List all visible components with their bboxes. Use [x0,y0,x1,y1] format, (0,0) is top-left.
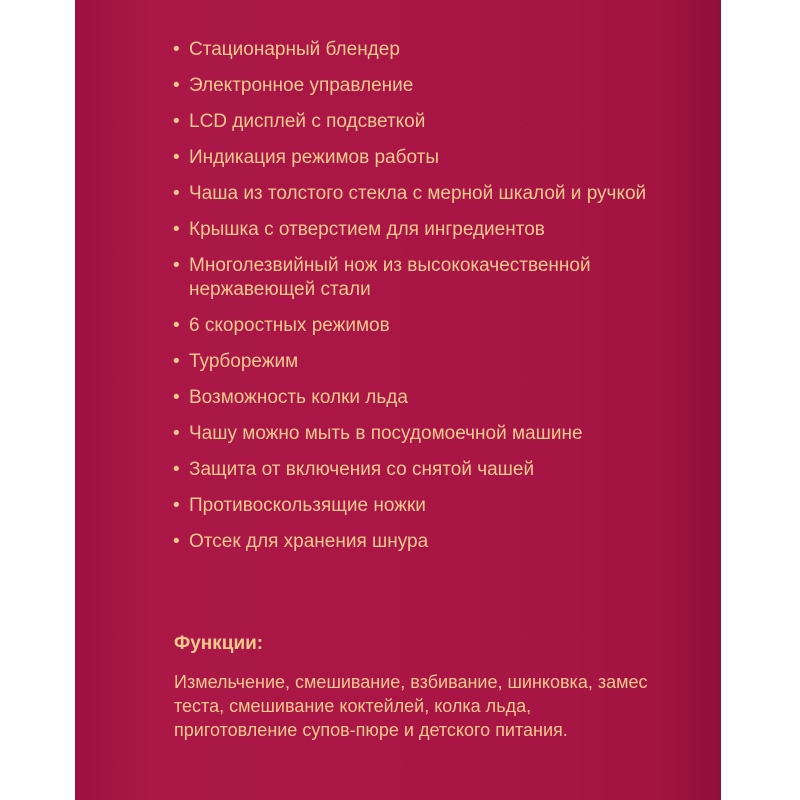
feature-text: Возможность колки льда [189,387,408,408]
feature-text: Чашу можно мыть в посудомоечной машине [189,423,583,444]
features-list [173,38,649,566]
bullet: • [173,315,180,336]
feature-text: Индикация режимов работы [189,147,439,168]
feature-text: Электронное управление [189,75,414,96]
feature-item [173,110,649,134]
bullet: • [173,495,180,516]
bullet: • [173,459,180,480]
feature-text: Противоскользящие ножки [189,495,426,516]
bullet: • [173,351,180,372]
feature-item [173,146,649,170]
feature-text: Многолезвийный нож из высококачественной нержавеющей стали [189,255,591,300]
feature-item [173,350,649,374]
bullet: • [173,75,180,96]
feature-item [173,38,649,62]
feature-text: Отсек для хранения шнура [189,531,429,552]
feature-text: Крышка с отверстием для ингредиентов [189,219,545,240]
feature-text: 6 скоростных режимов [189,315,390,336]
feature-item [173,218,649,242]
bullet: • [173,147,180,168]
bullet: • [173,39,180,60]
feature-item [173,386,649,410]
feature-text: Стационарный блендер [189,39,400,60]
feature-item [173,314,649,338]
bullet: • [173,423,180,444]
feature-item [173,254,649,302]
product-box-panel [75,0,721,800]
feature-text: LCD дисплей с подсветкой [189,111,426,132]
feature-text: Турборежим [189,351,299,372]
feature-item [173,182,649,206]
functions-heading: Функции: [174,633,264,654]
functions-description: Измельчение, смешивание, взбивание, шинковка, замес теста, смешивание коктейлей, колка льда, приготовление супов-пюре и детского питания. [174,672,648,740]
bullet: • [173,255,180,276]
feature-item [173,422,649,446]
bullet: • [173,219,180,240]
feature-item [173,74,649,98]
feature-text: Защита от включения со снятой чашей [189,459,535,480]
bullet: • [173,531,180,552]
bullet: • [173,111,180,132]
feature-text: Чаша из толстого стекла с мерной шкалой и ручкой [189,183,647,204]
bullet: • [173,387,180,408]
bullet: • [173,183,180,204]
feature-item [173,494,649,518]
feature-item [173,458,649,482]
feature-item [173,530,649,554]
